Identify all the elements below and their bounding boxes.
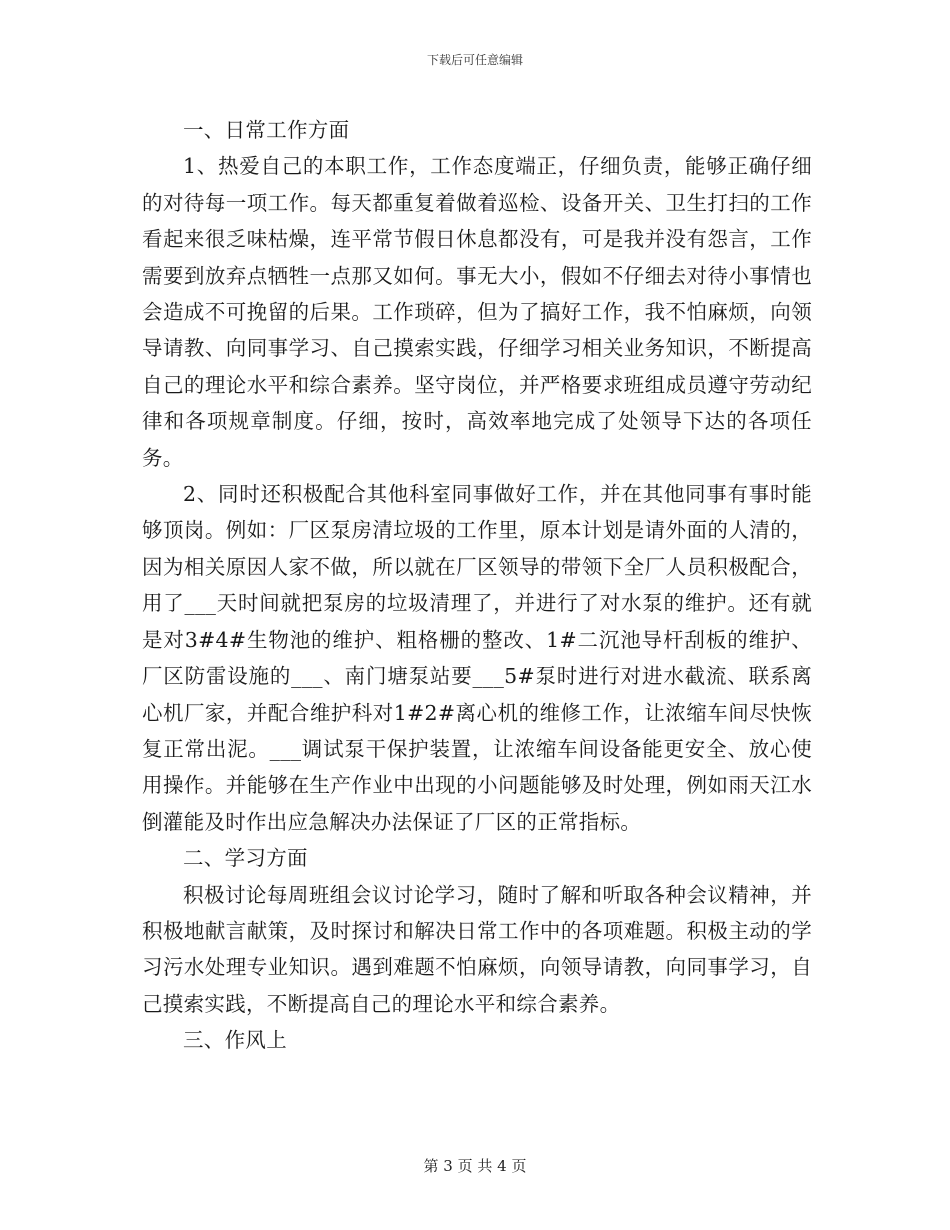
paragraph-daily-work-2: 2、同时还积极配合其他科室同事做好工作，并在其他同事有事时能够顶岗。例如：厂区泵房清垃圾的工作里，原本计划是请外面的人清的，因为相关原因人家不做，所以就在厂区领导的带领下全厂人员积极配合，用了___天时间就把泵房的垃圾清理了，并进行了对水泵的维护。还有就是对3#4#生物池的维护、粗格栅的整改、1#二沉池导杆刮板的维护、厂区防雷设施的___、南门塘泵站要___5#泵时进行对进水截流、联系离心机厂家，并配合维护科对1#2#离心机的维修工作，让浓缩车间尽快恢复正常出泥。___调试泵干保护装置，让浓缩车间设备能更安全、放心使用操作。并能够在生产作业中出现的小问题能够及时处理，例如雨天江水倒灌能及时作出应急解决办法保证了厂区的正常指标。 <box>142 482 812 834</box>
paragraph-study: 积极讨论每周班组会议讨论学习，随时了解和听取各种会议精神，并积极地献言献策，及时探讨和解决日常工作中的各项难题。积极主动的学习污水处理专业知识。遇到难题不怕麻烦，向领导请教，向同事学习，自己摸索实践，不断提高自己的理论水平和综合素养。 <box>142 882 812 1016</box>
section-heading-daily-work: 一、日常工作方面 <box>183 118 350 142</box>
document-body <box>142 112 812 1059</box>
paragraph-daily-work-1: 1、热爱自己的本职工作，工作态度端正，仔细负责，能够正确仔细的对待每一项工作。每天都重复着做着巡检、设备开关、卫生打扫的工作看起来很乏味枯燥，连平常节假日休息都没有，可是我并没有怨言，工作需要到放弃点牺牲一点那又如何。事无大小，假如不仔细去对待小事情也会造成不可挽留的后果。工作琐碎，但为了搞好工作，我不怕麻烦，向领导请教、向同事学习、自己摸索实践，仔细学习相关业务知识，不断提高自己的理论水平和综合素养。坚守岗位，并严格要求班组成员遵守劳动纪律和各项规章制度。仔细，按时，高效率地完成了处领导下达的各项任务。 <box>142 154 812 470</box>
section-heading-study: 二、学习方面 <box>183 846 308 871</box>
page-number-footer: 第 3 页 共 4 页 <box>423 1157 527 1175</box>
section-heading-style: 三、作风上 <box>183 1028 287 1053</box>
page-header: 下载后可任意编辑 <box>426 53 523 67</box>
